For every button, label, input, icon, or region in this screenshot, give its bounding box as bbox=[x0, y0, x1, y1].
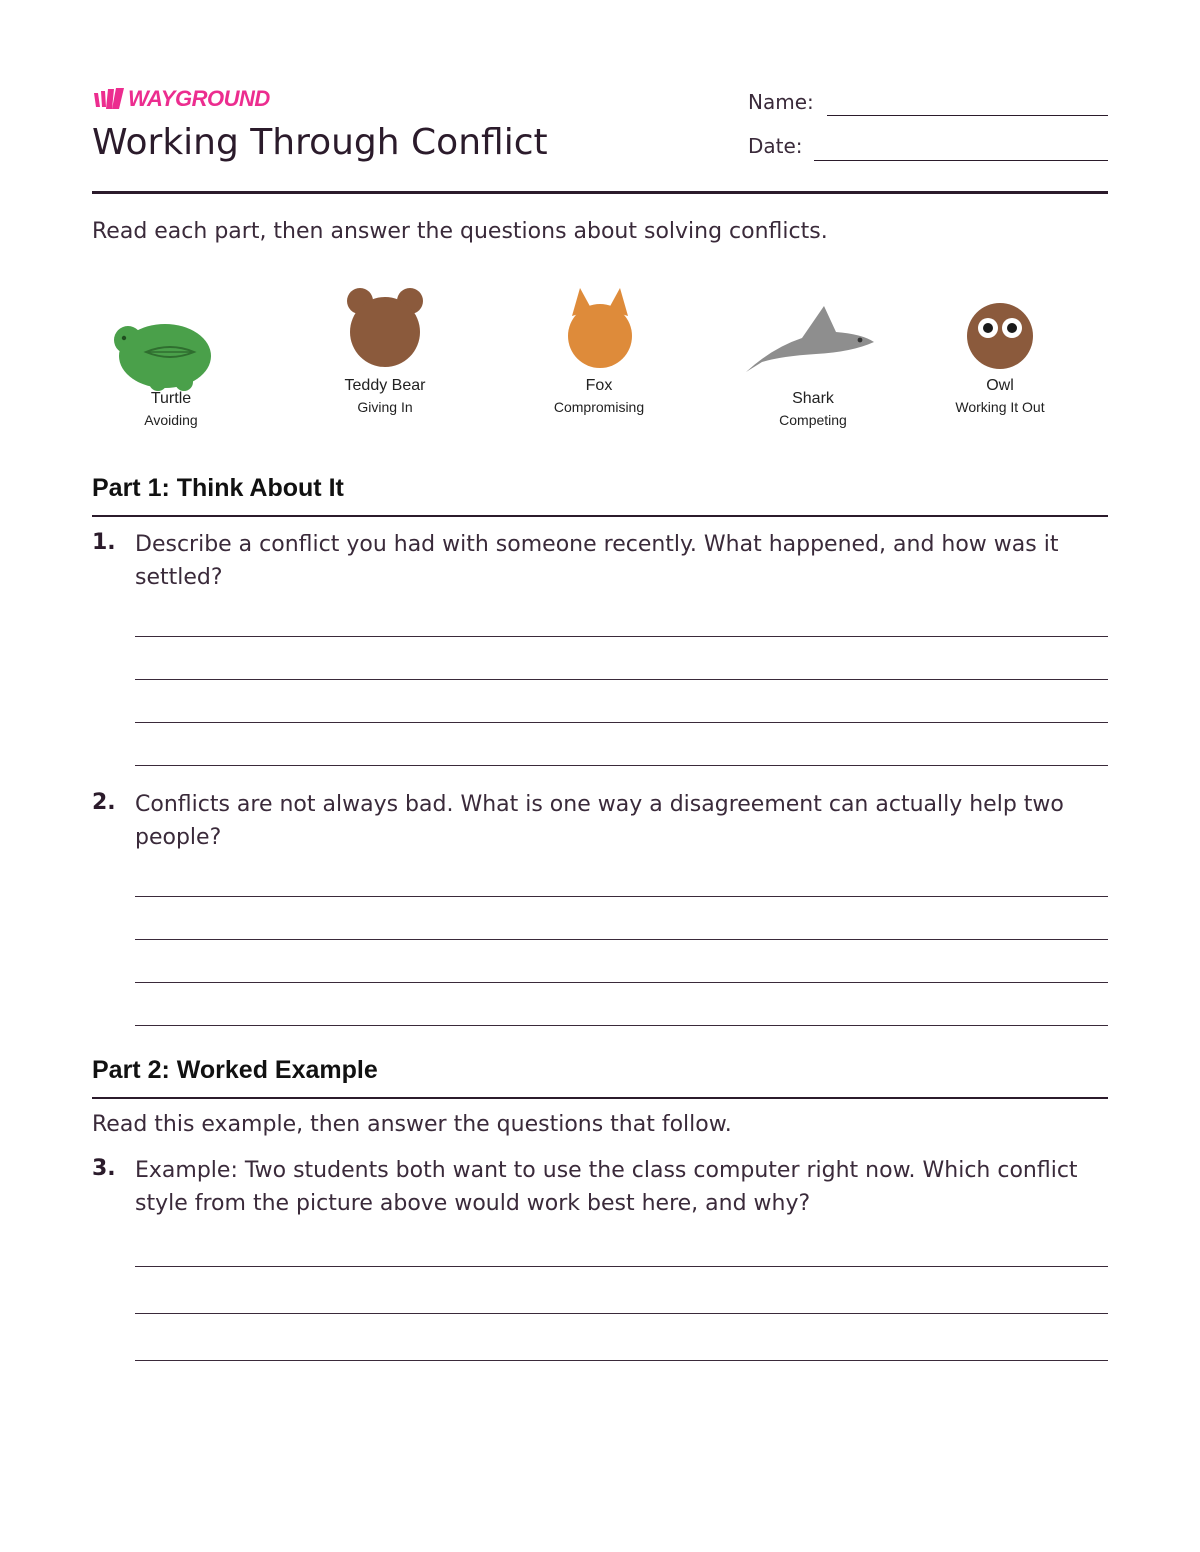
question-number: 3. bbox=[92, 1156, 116, 1181]
animal-shark bbox=[753, 390, 873, 428]
part1-divider bbox=[92, 515, 1108, 517]
answer-line[interactable] bbox=[135, 636, 1108, 637]
animal-turtle bbox=[121, 390, 221, 428]
part1-title: Part 1: Think About It bbox=[92, 474, 344, 502]
question-text: Example: Two students both want to use the class computer right now. Which conflict style from the picture above would work best here, and why? bbox=[135, 1158, 1078, 1216]
animal-name: Shark bbox=[792, 390, 834, 407]
part2-divider bbox=[92, 1097, 1108, 1099]
answer-line[interactable] bbox=[135, 896, 1108, 897]
answer-line[interactable] bbox=[135, 1360, 1108, 1361]
fox-icon bbox=[564, 286, 636, 370]
answer-line[interactable] bbox=[135, 1266, 1108, 1267]
animal-fox bbox=[539, 377, 659, 415]
header-divider bbox=[92, 191, 1108, 194]
animal-style: Giving In bbox=[357, 399, 413, 415]
answer-line[interactable] bbox=[135, 939, 1108, 940]
animal-style: Working It Out bbox=[955, 399, 1045, 415]
instructions: Read each part, then answer the questions about solving conflicts. bbox=[92, 219, 828, 244]
turtle-icon bbox=[110, 318, 220, 392]
animal-name: Owl bbox=[986, 377, 1014, 394]
answer-line[interactable] bbox=[135, 1025, 1108, 1026]
shark-icon bbox=[742, 302, 878, 374]
date-field[interactable] bbox=[814, 160, 1108, 161]
question-text: Conflicts are not always bad. What is one way a disagreement can actually help two people? bbox=[135, 792, 1064, 850]
part2-title: Part 2: Worked Example bbox=[92, 1056, 378, 1084]
part2-instructions: Read this example, then answer the questions that follow. bbox=[92, 1112, 732, 1137]
date-label: Date: bbox=[748, 134, 803, 158]
animal-style: Compromising bbox=[553, 399, 645, 415]
name-label: Name: bbox=[748, 90, 814, 114]
question-number: 1. bbox=[92, 530, 116, 555]
wayground-logo-icon bbox=[92, 87, 126, 111]
animal-style: Avoiding bbox=[144, 412, 198, 428]
animal-name: Turtle bbox=[150, 390, 192, 407]
answer-line[interactable] bbox=[135, 1313, 1108, 1314]
animal-name: Teddy Bear bbox=[344, 377, 426, 394]
page-title: Working Through Conflict bbox=[92, 122, 548, 163]
animal-owl bbox=[930, 377, 1070, 415]
answer-line[interactable] bbox=[135, 722, 1108, 723]
answer-line[interactable] bbox=[135, 765, 1108, 766]
question-number: 2. bbox=[92, 790, 116, 815]
answer-line[interactable] bbox=[135, 982, 1108, 983]
question-text: Describe a conflict you had with someone recently. What happened, and how was it settled? bbox=[135, 532, 1059, 590]
brand-logo bbox=[92, 86, 270, 112]
brand-name: WAYGROUND bbox=[128, 86, 270, 111]
answer-line[interactable] bbox=[135, 679, 1108, 680]
animal-name: Fox bbox=[585, 377, 613, 394]
owl-icon bbox=[966, 302, 1034, 370]
name-field[interactable] bbox=[827, 115, 1108, 116]
animal-style: Competing bbox=[779, 412, 847, 428]
teddy-bear-icon bbox=[345, 287, 425, 369]
animal-teddy-bear bbox=[325, 377, 445, 415]
